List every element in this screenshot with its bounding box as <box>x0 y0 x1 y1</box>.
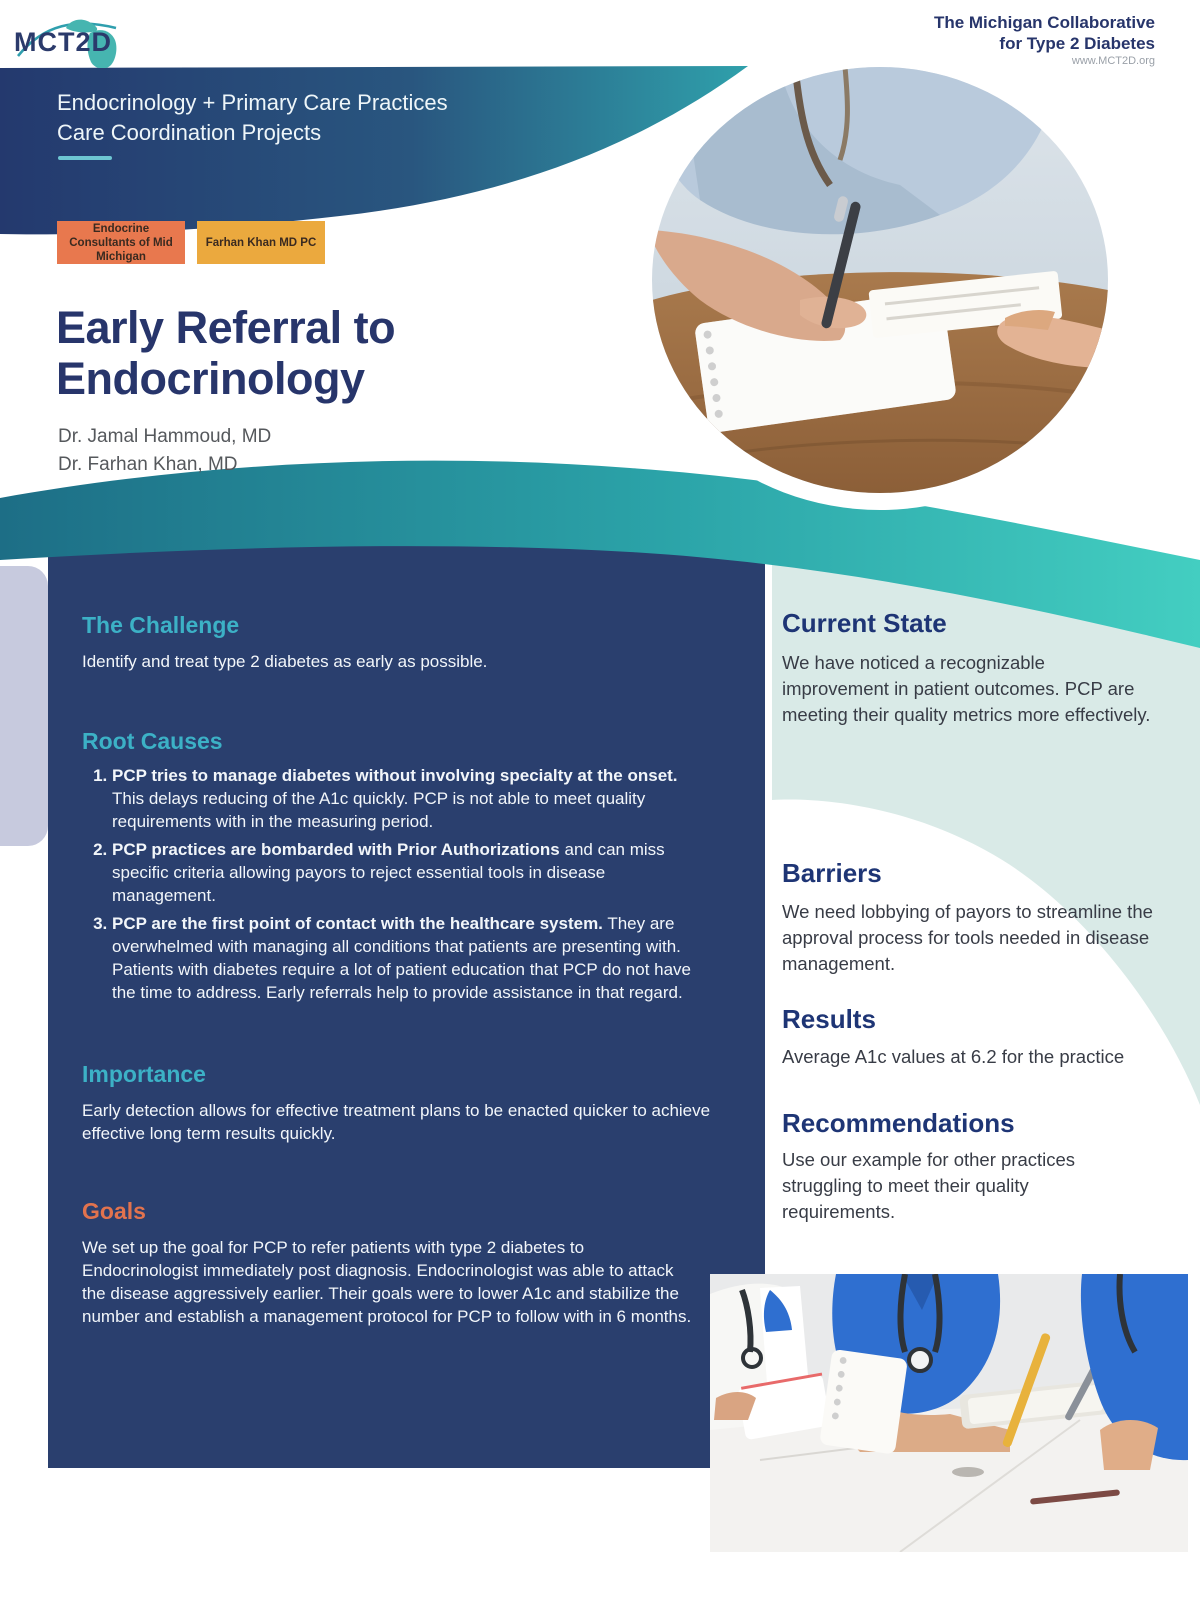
root-causes-list <box>86 764 694 1009</box>
banner-underline <box>58 156 112 160</box>
challenge-body: Identify and treat type 2 diabetes as early as possible. <box>82 652 488 671</box>
root-cause-1-lead: PCP tries to manage diabetes without involving specialty at the onset. <box>112 766 678 785</box>
root-cause-item-2 <box>112 838 694 907</box>
logo-text: MCT2D <box>14 27 112 57</box>
practice-badge-farhan-khan: Farhan Khan MD PC <box>197 221 325 264</box>
importance-heading: Importance <box>82 1061 206 1087</box>
org-title-line1: The Michigan Collaborative <box>933 13 1155 32</box>
lavender-accent <box>0 566 48 846</box>
org-url: www.MCT2D.org <box>1071 55 1155 67</box>
authors <box>58 423 271 479</box>
goals-heading: Goals <box>82 1198 146 1224</box>
banner-line2: Care Coordination Projects <box>57 120 322 145</box>
page-title <box>56 302 395 404</box>
page-title-line2: Endocrinology <box>56 353 365 404</box>
recommendations-heading: Recommendations <box>782 1108 1015 1138</box>
recommendations-body: Use our example for other practices struggling to meet their quality requirements. <box>782 1149 1076 1222</box>
top-photo-doctor-writing <box>652 67 1108 493</box>
banner-title <box>57 88 448 148</box>
current-state-heading: Current State <box>782 608 947 638</box>
root-causes-heading: Root Causes <box>82 728 223 754</box>
root-cause-item-3 <box>112 912 694 1004</box>
barriers-body: We need lobbying of payors to streamline the approval process for tools needed in disease management. <box>782 901 1153 974</box>
barriers-heading: Barriers <box>782 858 882 888</box>
practice-badge-endocrine-consultants: Endocrine Consultants of Mid Michigan <box>57 221 185 264</box>
root-cause-2-rest: and can miss specific criteria allowing payors to reject essential tools in disease management. <box>112 840 665 905</box>
bottom-photo-care-team <box>710 1274 1188 1552</box>
results-body: Average A1c values at 6.2 for the practice <box>782 1046 1125 1067</box>
results-heading: Results <box>782 1004 876 1034</box>
root-cause-item-1 <box>112 764 694 833</box>
org-title <box>934 12 1155 54</box>
challenge-heading: The Challenge <box>82 612 240 638</box>
banner-line1: Endocrinology + Primary Care Practices <box>57 90 448 115</box>
root-cause-3-lead: PCP are the first point of contact with the healthcare system. <box>112 914 603 933</box>
importance-body: Early detection allows for effective treatment plans to be enacted quicker to achieve effective long term results quickly. <box>82 1101 711 1143</box>
author-2: Dr. Farhan Khan, MD <box>58 454 238 475</box>
page-title-line1: Early Referral to <box>56 302 396 353</box>
org-title-line2: for Type 2 Diabetes <box>999 34 1155 53</box>
goals-body: We set up the goal for PCP to refer patients with type 2 diabetes to Endocrinologist immediately post diagnosis. Endocrinologist was able to attack the disease aggressively earlier. Their goals were to lower A1c and stabilize the number and establish a management protocol for PCP to follow with in 6 months. <box>82 1238 692 1326</box>
current-state-body: We have noticed a recognizable improvement in patient outcomes. PCP are meeting their quality metrics more effectively. <box>782 652 1151 725</box>
root-cause-1-rest: This delays reducing of the A1c quickly. PCP is not able to meet quality requirements with in the measuring period. <box>112 789 646 831</box>
author-1: Dr. Jamal Hammoud, MD <box>58 426 272 447</box>
root-cause-3-rest: They are overwhelmed with managing all conditions that patients are presenting with. Patients with diabetes require a lot of patient education that PCP do not have the time to address. Early referrals help to provide assistance in that regard. <box>112 914 692 1002</box>
root-cause-2-lead: PCP practices are bombarded with Prior Authorizations <box>112 840 560 859</box>
